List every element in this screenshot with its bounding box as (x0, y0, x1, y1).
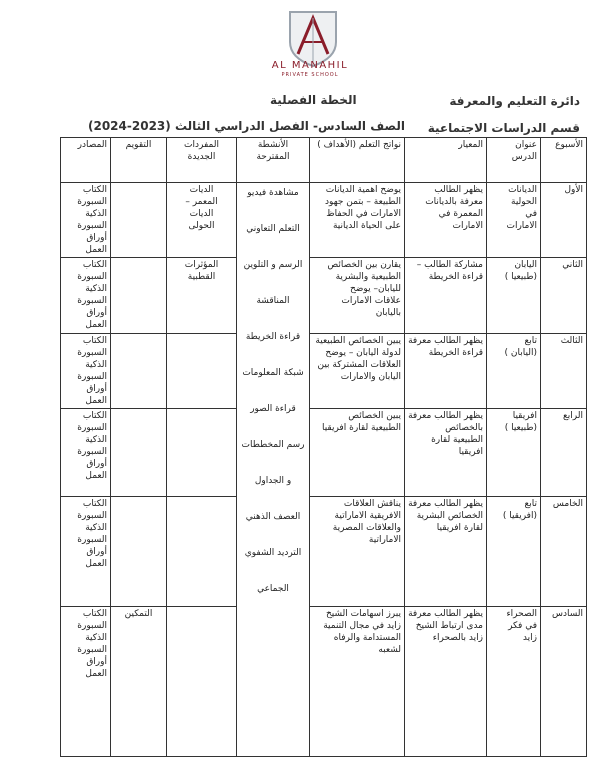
standard-line: قراءة الخريطة (428, 348, 483, 358)
table-row (61, 497, 587, 607)
evaluation-cell (111, 607, 167, 757)
sources-line: السبورة (77, 511, 107, 521)
standard-line: افريقيا (458, 447, 483, 457)
title-line: زايد (522, 633, 537, 643)
vocab-line: المؤثرات (184, 260, 219, 270)
activity-item: الترديد الشفوي (244, 548, 302, 558)
sources-line: أوراق العمل (85, 657, 107, 679)
column-header-standard: المعيار (405, 138, 487, 183)
outcomes-line: علاقات الامارات (341, 296, 401, 306)
sources-line: السبورة (77, 645, 107, 655)
week-cell: الثاني (541, 258, 587, 334)
week-cell: الخامس (541, 497, 587, 607)
title-line: (طبيعيا ) (504, 272, 537, 282)
standard-line: المعمرة في (438, 209, 483, 219)
standard-cell (405, 183, 487, 258)
week-cell: الثالث (541, 334, 587, 409)
standard-line: الطبيعية لقارة (431, 435, 483, 445)
activity-item: قراءة الصور (250, 404, 296, 414)
outcomes-cell (310, 258, 405, 334)
vocab-cell (167, 183, 237, 258)
sources-line: الكتاب (82, 499, 107, 509)
sources-line: أوراق العمل (85, 233, 107, 255)
vocab-line: الديات (189, 185, 214, 195)
table-row (61, 607, 587, 757)
table-row (61, 183, 587, 258)
outcomes-line: الطبيعية والبشرية (335, 272, 401, 282)
outcomes-line: والعلاقات المصرية (332, 523, 401, 533)
title-line: الصحراء (506, 609, 537, 619)
outcomes-line: لدولة اليابان – يوضح (325, 348, 401, 358)
activity-item: الجماعي (257, 584, 289, 594)
vocab-cell (167, 258, 237, 334)
title-cell (487, 183, 541, 258)
outcomes-line: لليابان– يوضح (349, 284, 401, 294)
sources-line: الذكية (85, 633, 107, 643)
sources-line: أوراق العمل (85, 308, 107, 330)
standard-cell (405, 258, 487, 334)
sources-line: الكتاب (82, 609, 107, 619)
standard-cell (405, 607, 487, 757)
sources-cell (61, 334, 111, 409)
evaluation-cell (111, 183, 167, 258)
title-line: (طبيعيا ) (504, 423, 537, 433)
evaluation-cell (111, 409, 167, 497)
standard-line: مدى ارتباط الشيخ (415, 621, 483, 631)
standard-line: زايد بالصحراء (432, 633, 483, 643)
outcomes-line: زايد في مجال التنمية (323, 621, 401, 631)
title-cell (487, 497, 541, 607)
plan-table (60, 137, 587, 757)
vocab-line: القطبية (187, 272, 216, 282)
vocab-cell (167, 497, 237, 607)
logo-name: AL MANAHIL (271, 60, 349, 71)
sources-line: السبورة (77, 296, 107, 306)
outcomes-cell (310, 409, 405, 497)
outcomes-line: يناقش العلاقات (343, 499, 401, 509)
standard-line: قراءة الخريطة (428, 272, 483, 282)
title-line: تابع (524, 499, 537, 509)
outcomes-line: الطبيعة – بتمن جهود (325, 197, 401, 207)
outcomes-line: اليابان والامارات (340, 372, 401, 382)
activity-item: المناقشة (256, 296, 290, 306)
column-header-outcomes: نواتج التعلم (الأهداف ) (310, 138, 405, 183)
sources-line: الذكية (85, 435, 107, 445)
social-department-heading: قسم الدراسات الاجتماعية (427, 121, 580, 135)
evaluation-cell (111, 497, 167, 607)
sources-line: الكتاب (82, 411, 107, 421)
sources-cell (61, 183, 111, 258)
header-row (61, 138, 587, 183)
table-row (61, 258, 587, 334)
sources-cell (61, 409, 111, 497)
sources-line: أوراق العمل (85, 547, 107, 569)
plan-title: الخطة الفصلية (270, 93, 357, 107)
sources-line: السبورة (77, 221, 107, 231)
outcomes-line: الاماراتية (368, 535, 401, 545)
sources-line: السبورة (77, 272, 107, 282)
standard-cell (405, 334, 487, 409)
sources-line: السبورة (77, 372, 107, 382)
column-header-evaluation: التقويم (111, 138, 167, 183)
outcomes-cell (310, 334, 405, 409)
title-cell (487, 258, 541, 334)
title-cell (487, 334, 541, 409)
standard-line: يظهر الطالب معرفة (408, 411, 483, 421)
sources-line: السبورة (77, 621, 107, 631)
sources-line: الذكية (85, 360, 107, 370)
outcomes-line: يبين الخصائص (348, 411, 401, 421)
sources-line: السبورة (77, 197, 107, 207)
sources-line: الذكية (85, 209, 107, 219)
outcomes-line: لشعبه (378, 645, 401, 655)
outcomes-cell (310, 607, 405, 757)
vocab-line: المعمر – (185, 197, 218, 207)
outcomes-line: المستدامة والرفاه (333, 633, 401, 643)
title-line: (افريقيا ) (502, 511, 537, 521)
sources-line: السبورة (77, 535, 107, 545)
outcomes-line: الامارات في الحفاظ (326, 209, 401, 219)
activity-item: شبكة المعلومات (242, 368, 304, 378)
sources-line: الكتاب (82, 260, 107, 270)
outcomes-line: يبرز اسهامات الشيخ (325, 609, 401, 619)
standard-line: يظهر الطالب (434, 185, 483, 195)
outcomes-cell (310, 497, 405, 607)
sources-line: السبورة (77, 348, 107, 358)
title-line: اليابان (514, 260, 537, 270)
sources-cell (61, 258, 111, 334)
standard-line: الامارات (452, 221, 483, 231)
sources-line: الكتاب (82, 336, 107, 346)
table-row (61, 334, 587, 409)
standard-cell (405, 409, 487, 497)
sources-line: السبورة (77, 423, 107, 433)
activity-item: التعلم التعاوني (246, 224, 300, 234)
standard-cell (405, 497, 487, 607)
department-heading: دائرة التعليم والمعرفة (449, 94, 580, 108)
activity-item: العصف الذهني (245, 512, 301, 522)
vocab-line: الحولى (188, 221, 215, 231)
sources-cell (61, 607, 111, 757)
vocab-cell (167, 607, 237, 757)
title-cell (487, 409, 541, 497)
outcomes-line: على الحياة الديانية (332, 221, 401, 231)
outcomes-line: يقارن بين الخصائص (327, 260, 401, 270)
sources-line: الكتاب (82, 185, 107, 195)
standard-line: يظهر الطالب معرفة (408, 609, 483, 619)
outcomes-line: الطبيعية لقارة افريقيا (321, 423, 401, 433)
week-cell: السادس (541, 607, 587, 757)
title-line: افريقيا (512, 411, 537, 421)
class-term-heading: الصف السادس- الفصل الدراسي الثالث (2023-2024) (88, 119, 405, 133)
activity-item: الرسم و التلوين (243, 260, 303, 270)
evaluation-line: التمكين (124, 609, 153, 619)
standard-line: يظهر الطالب معرفة (408, 336, 483, 346)
title-line: الحولية (511, 197, 537, 207)
sources-line: الذكية (85, 523, 107, 533)
vocab-line: الديات (189, 209, 214, 219)
title-line: الديانات (508, 185, 537, 195)
column-header-sources: المصادر (61, 138, 111, 183)
outcomes-line: الافريقية الاماراتية (334, 511, 401, 521)
table-row (61, 409, 587, 497)
standard-line: الخصائص البشرية (416, 511, 483, 521)
sources-line: السبورة (77, 447, 107, 457)
outcomes-line: العلاقات المشتركة بين (317, 360, 401, 370)
title-cell (487, 607, 541, 757)
standard-line: معرفة بالديانات (425, 197, 483, 207)
logo-subtitle: PRIVATE SCHOOL (281, 72, 339, 78)
week-cell: الأول (541, 183, 587, 258)
outcomes-line: يوضح اهمية الديانات (325, 185, 401, 195)
evaluation-cell (111, 334, 167, 409)
activity-item: قراءة الخريطة (245, 332, 301, 342)
standard-line: بالخصائص (445, 423, 483, 433)
column-header-activities: الأنشطة المقترحة (237, 138, 310, 183)
standard-line: يظهر الطالب معرفة (408, 499, 483, 509)
activity-item: رسم المخططات (241, 440, 305, 450)
title-line: الامارات (506, 221, 537, 231)
outcomes-line: باليابان (375, 308, 401, 318)
column-header-vocabulary: المفردات الجديدة (167, 138, 237, 183)
outcomes-cell (310, 183, 405, 258)
outcomes-line: يبين الخصائص الطبيعية (315, 336, 401, 346)
title-line: تابع (524, 336, 537, 346)
sources-line: الذكية (85, 284, 107, 294)
sources-line: أوراق العمل (85, 384, 107, 406)
activity-item: و الجداول (254, 476, 292, 486)
sources-line: أوراق العمل (85, 459, 107, 481)
standard-line: مشاركة الطالب – (416, 260, 483, 270)
column-header-week: الأسبوع (541, 138, 587, 183)
evaluation-cell (111, 258, 167, 334)
vocab-cell (167, 409, 237, 497)
title-line: في (525, 209, 537, 219)
column-header-title: عنوان الدرس (487, 138, 541, 183)
title-line: (اليابان ) (504, 348, 537, 358)
standard-line: لقارة افريقيا (436, 523, 483, 533)
title-line: في فكر (508, 621, 537, 631)
week-cell: الرابع (541, 409, 587, 497)
sources-cell (61, 497, 111, 607)
activity-item: مشاهدة فيديو (247, 188, 299, 198)
vocab-cell (167, 334, 237, 409)
activities-cell (237, 183, 310, 757)
